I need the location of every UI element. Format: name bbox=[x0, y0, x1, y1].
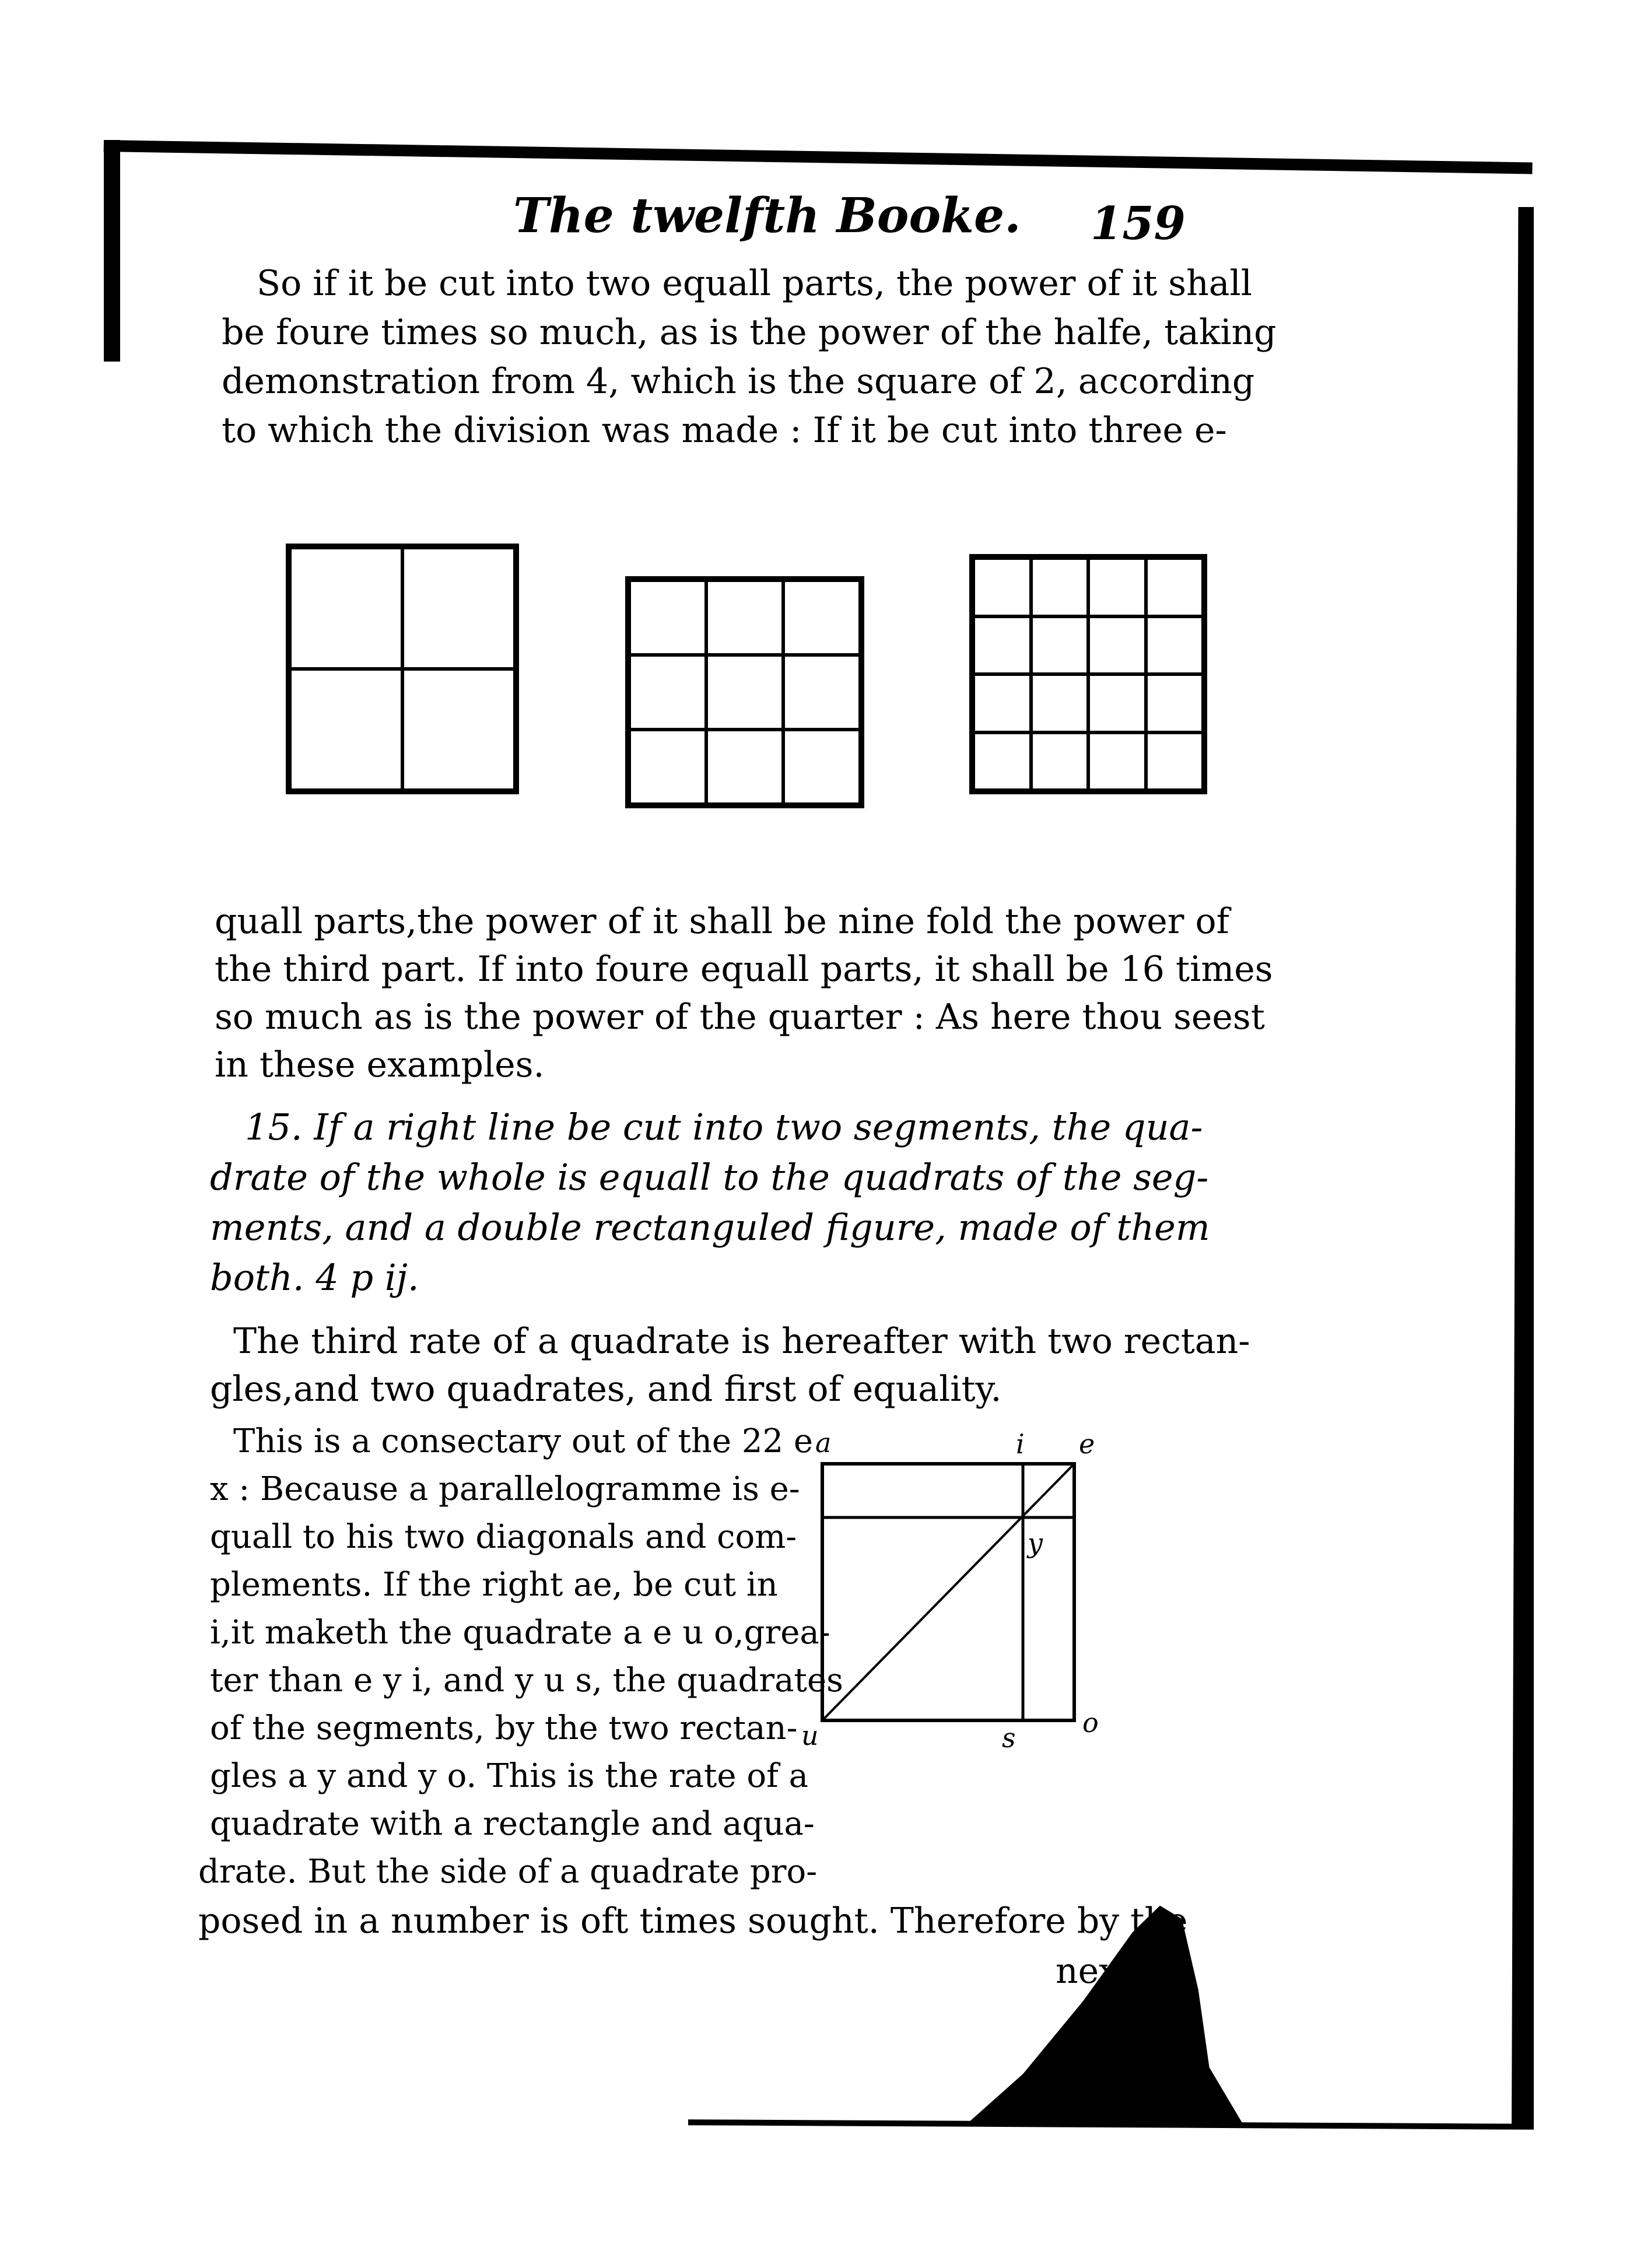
square-grid-3x3 bbox=[625, 576, 864, 808]
catchword: next bbox=[1056, 1951, 1133, 1992]
label-y: y bbox=[1028, 1527, 1043, 1559]
label-a: a bbox=[815, 1427, 832, 1459]
text-line: demonstration from 4, which is the square of 2, according bbox=[222, 361, 1255, 402]
page-number: 159 bbox=[1091, 197, 1186, 250]
text-line: This is a consectary out of the 22 e bbox=[233, 1422, 814, 1460]
text-line: of the segments, by the two rectan- bbox=[210, 1709, 798, 1747]
label-e: e bbox=[1079, 1428, 1095, 1460]
text-line: in these examples. bbox=[215, 1044, 545, 1085]
label-s: s bbox=[1002, 1722, 1016, 1754]
text-line: quall to his two diagonals and com- bbox=[210, 1518, 797, 1556]
quadrate-diagram bbox=[799, 1417, 1126, 1755]
text-line: plements. If the right ae, be cut in bbox=[210, 1566, 778, 1604]
scan-border-top bbox=[104, 140, 1533, 174]
text-line: the third part. If into foure equall parts, it shall be 16 times bbox=[215, 949, 1273, 990]
text-line: posed in a number is oft times sought. Therefore by the bbox=[198, 1901, 1188, 1941]
square-grid-2x2 bbox=[286, 544, 519, 794]
scan-border-right bbox=[1512, 207, 1534, 2126]
scan-border-left bbox=[104, 140, 120, 362]
text-line: quall parts,the power of it shall be nine fold the power of bbox=[215, 901, 1229, 942]
text-line: gles,and two quadrates, and first of equality. bbox=[210, 1369, 1002, 1410]
label-i: i bbox=[1016, 1428, 1025, 1460]
text-line: i,it maketh the quadrate a e u o,grea- bbox=[210, 1614, 830, 1652]
text-line: The third rate of a quadrate is hereafter with two rectan- bbox=[233, 1321, 1250, 1362]
text-line: so much as is the power of the quarter : As here thou seest bbox=[215, 997, 1265, 1037]
square-grid-4x4 bbox=[969, 554, 1207, 794]
label-u: u bbox=[801, 1720, 819, 1751]
running-header-title: The twelfth Booke. bbox=[513, 188, 1021, 244]
text-line: ments, and a double rectanguled figure, made of them bbox=[210, 1206, 1210, 1249]
label-o: o bbox=[1082, 1707, 1099, 1738]
text-line: to which the division was made : If it be cut into three e- bbox=[222, 410, 1227, 451]
diagonal bbox=[822, 1464, 1074, 1720]
text-line: So if it be cut into two equall parts, the power of it shall bbox=[257, 263, 1252, 304]
text-line: quadrate with a rectangle and aqua- bbox=[210, 1805, 815, 1843]
text-line: x : Because a parallelogramme is e- bbox=[210, 1470, 800, 1508]
text-line: drate. But the side of a quadrate pro- bbox=[198, 1853, 818, 1891]
text-line: gles a y and y o. This is the rate of a bbox=[210, 1757, 808, 1795]
text-line: drate of the whole is equall to the quadrats of the seg- bbox=[210, 1156, 1209, 1198]
text-line: ter than e y i, and y u s, the quadrates bbox=[210, 1661, 843, 1699]
text-line: be foure times so much, as is the power of the halfe, taking bbox=[222, 312, 1277, 353]
text-line: both. 4 p ij. bbox=[210, 1256, 419, 1299]
text-line: 15. If a right line be cut into two segments, the qua- bbox=[245, 1106, 1203, 1148]
